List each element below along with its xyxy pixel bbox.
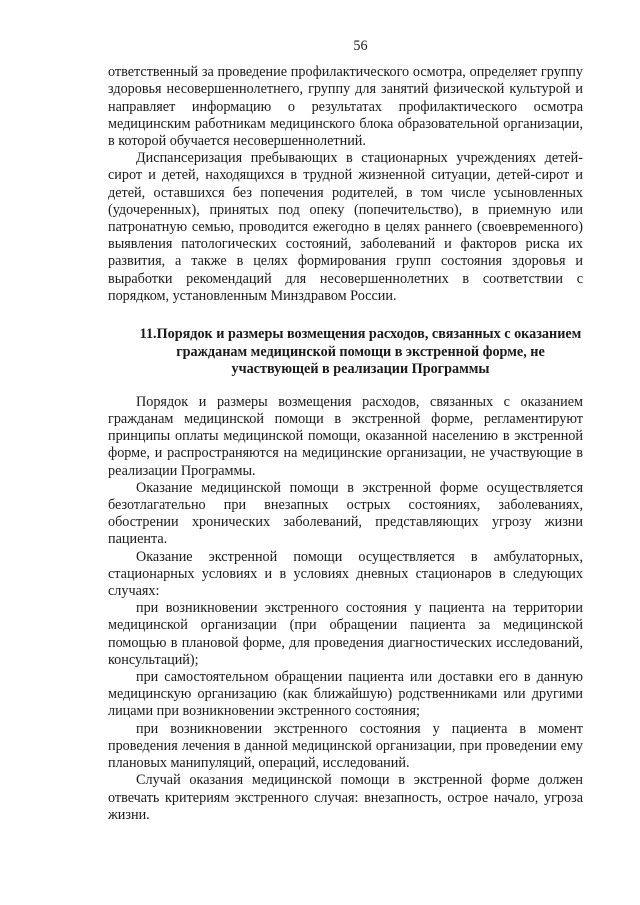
paragraph-case-self-referral: при самостоятельном обращении пациента или доставки его в данную медицинскую организацию (как ближайшую) родственниками или другими лицами при возникновении экстренного состояния; [108,669,583,720]
paragraph-emergency-criteria: Случай оказания медицинской помощи в экстренной форме должен отвечать критериям экстренного случая: внезапность, острое начало, угроза жизни. [108,772,583,823]
paragraph-reimbursement-order: Порядок и размеры возмещения расходов, связанных с оказанием гражданам медицинской помощи в экстренной форме, регламентируют принципы оплаты медицинской помощи, оказанной населению в экстренной форме, и распространяются на медицинские организации, не участвующие в реализации Программы. [108,393,583,479]
paragraph-case-on-territory: при возникновении экстренного состояния у пациента на территории медицинской организации (при обращении пациента за медицинской помощью в плановой форме, для проведения диагностических исследований, консультаций); [108,600,583,668]
paragraph-case-during-treatment: при возникновении экстренного состояния у пациента в момент проведения лечения в данной медицинской организации, при проведении ему плановых манипуляций, операций, исследований. [108,720,583,772]
page-number: 56 [353,38,368,54]
section-heading: 11.Порядок и размеры возмещения расходов, связанных с оказанием гражданам медицинской помощи в экстренной форме, не участвующей в реализации Программы [139,326,582,378]
paragraph-emergency-care-cases: Оказание экстренной помощи осуществляется в амбулаторных, стационарных условиях и в условиях дневных стационаров в следующих случаях: [108,548,583,600]
paragraph-emergency-care-definition: Оказание медицинской помощи в экстренной форме осуществляется безотлагательно при внезапных острых состояниях, заболеваниях, обострении хронических заболеваний, представляющих угрозу жизни пациента. [108,479,583,548]
paragraph-continuation: ответственный за проведение профилактического осмотра, определяет группу здоровья несовершеннолетнего, группу для занятий физической культурой и направляет информацию о результатах профилактического осмотра медицинским работникам медицинского блока образовательной организации, в которой обучается несовершеннолетний. [108,64,583,150]
paragraph-dispanserization: Диспансеризация пребывающих в стационарных учреждениях детей-сирот и детей, находящихся в трудной жизненной ситуации, детей-сирот и детей, оставшихся без попечения родителей, в том числе усыновленных (удочеренных), принятых под опеку (попечительство), в приемную или патронатную семью, проводится ежегодно в целях раннего (своевременного) выявления патологических состояний, заболеваний и факторов риска их развития, а также в целях формирования групп состояния здоровья и выработки рекомендаций для несовершеннолетних в соответствии с порядком, установленным Минздравом России. [108,150,583,304]
